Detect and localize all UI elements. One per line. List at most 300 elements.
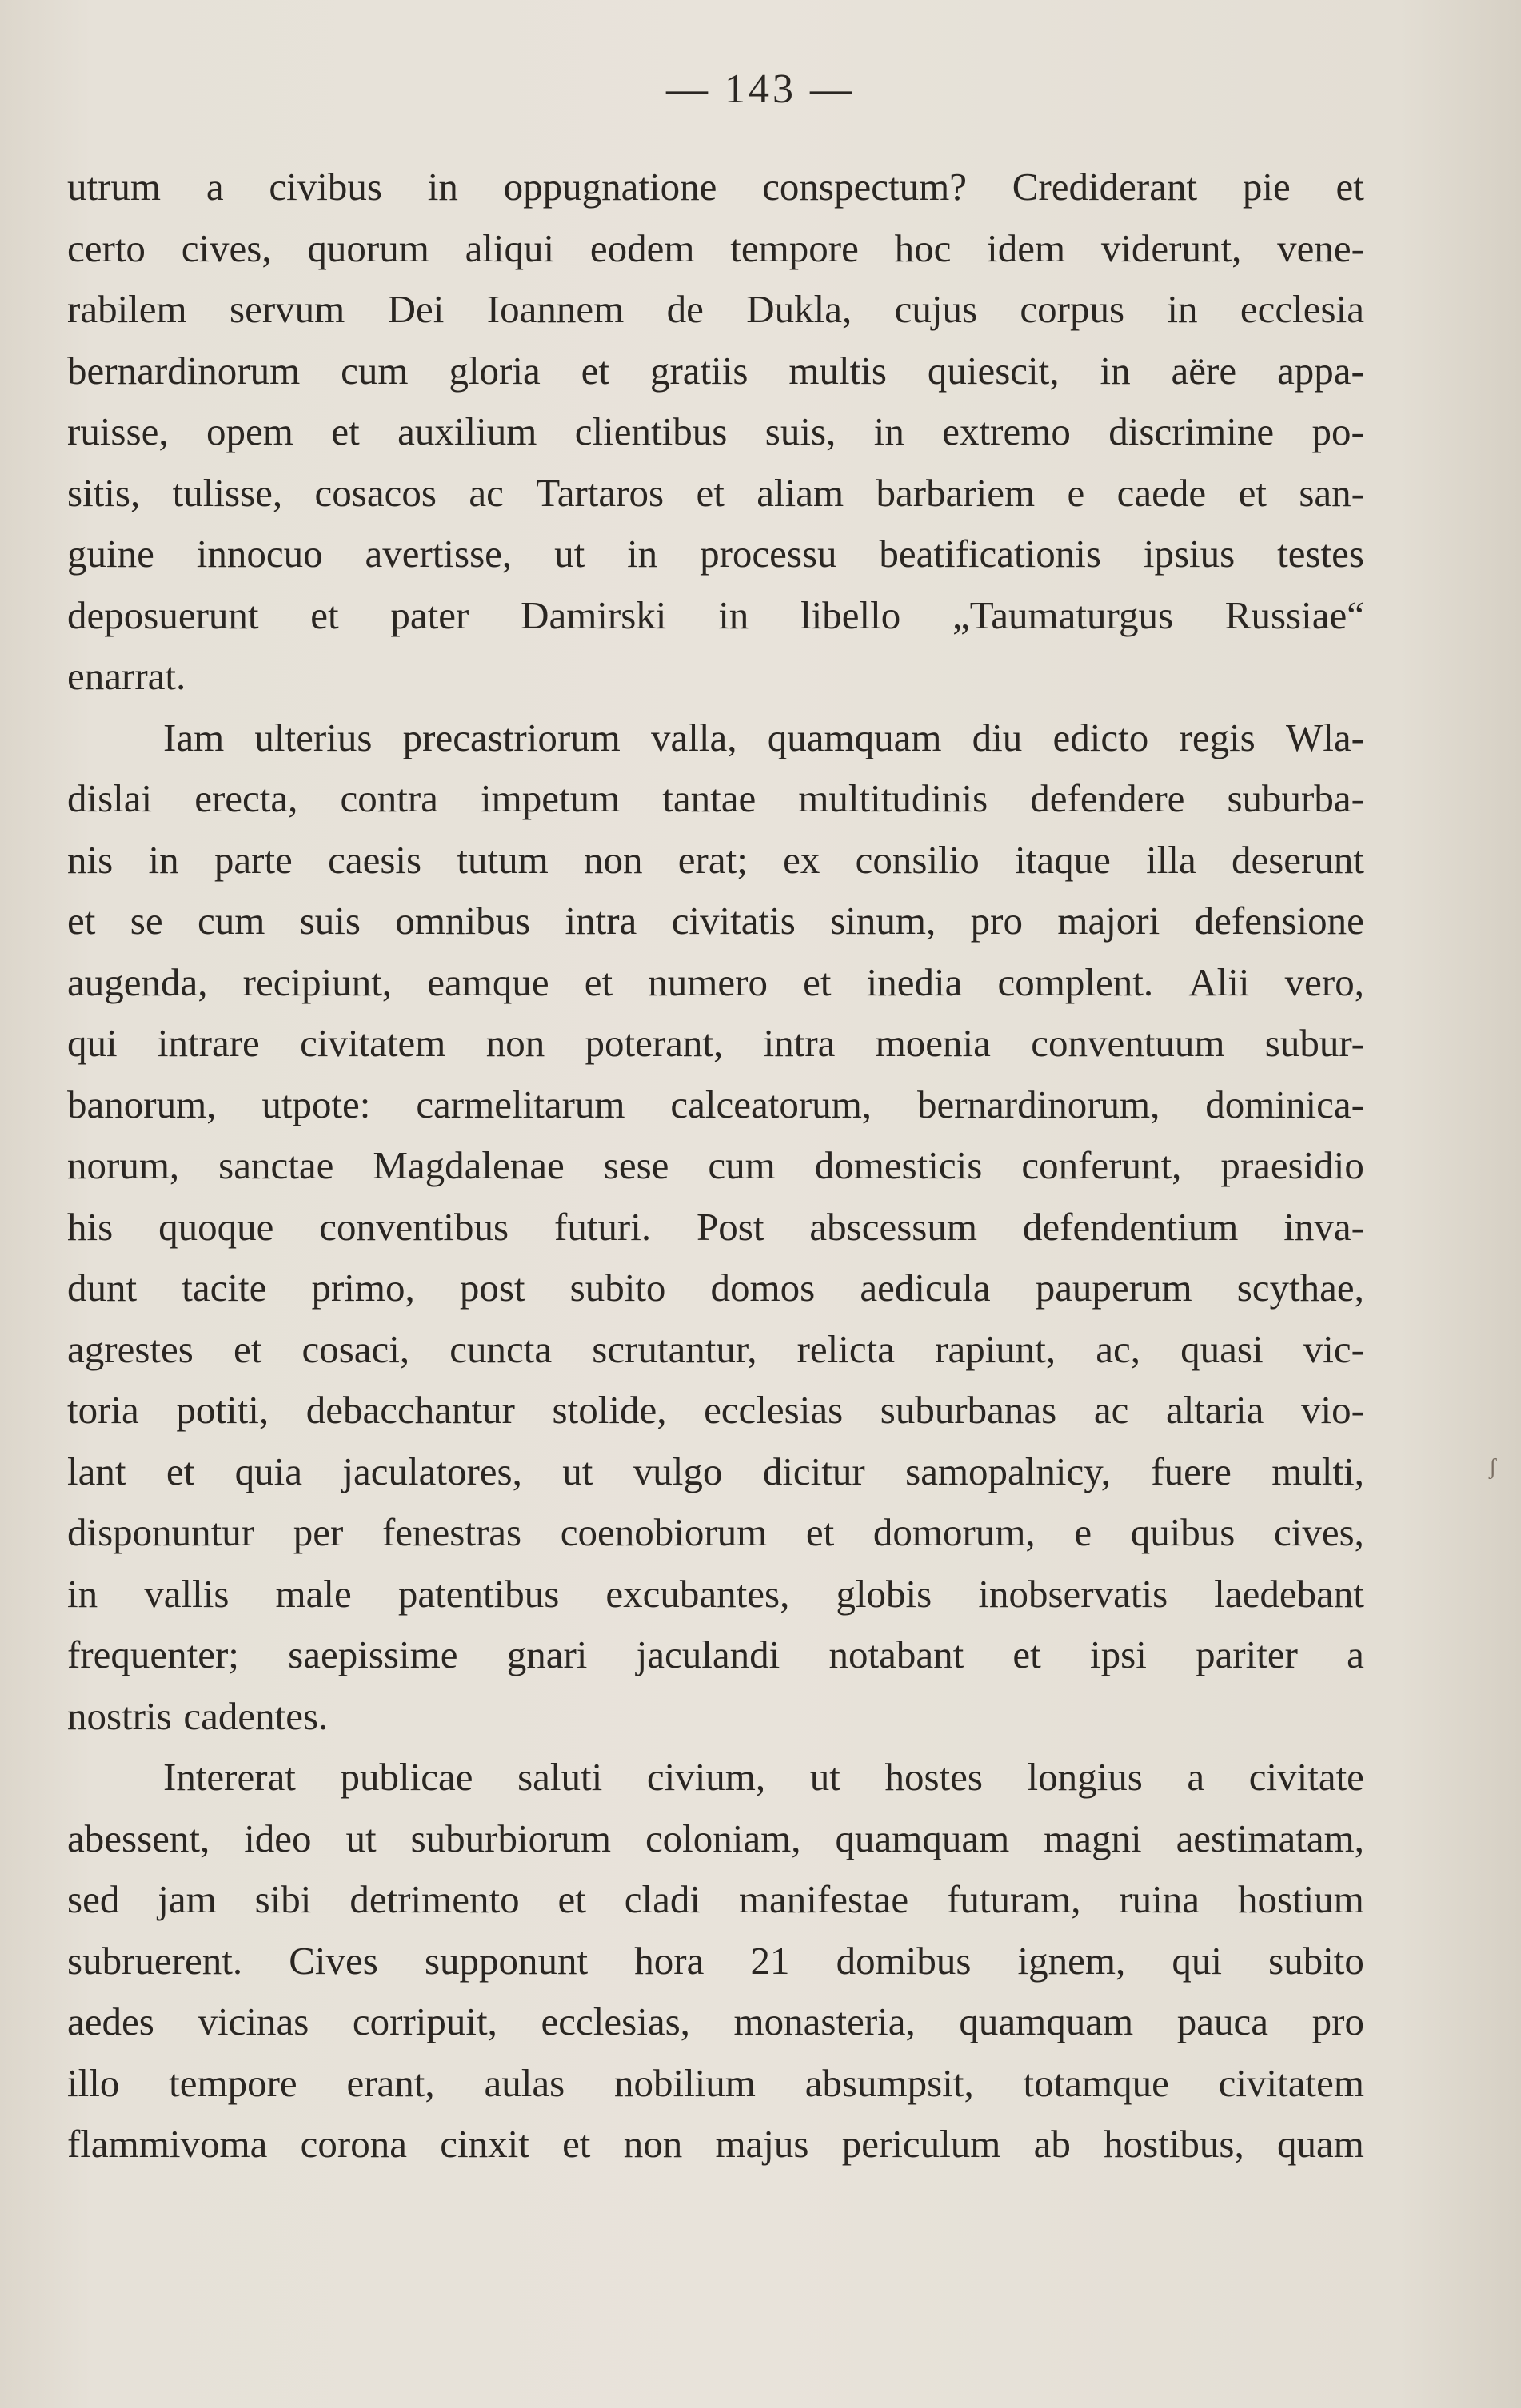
word: cives, [1274,1510,1364,1554]
word: frequenter; [67,1633,239,1676]
word: dislai [67,776,153,820]
word: aedicula [860,1266,991,1310]
word: opem [206,409,293,453]
word: in [718,592,749,637]
word: Iam [163,715,225,759]
word: in [1167,287,1198,331]
word: patentibus [397,1571,560,1616]
word: aliam [757,470,844,515]
word: tacite [182,1266,267,1310]
word: deposuerunt [67,592,259,637]
text-line [67,1197,1364,1258]
word: futuram, [947,1877,1081,1921]
word: se [130,899,163,943]
word: et [805,1510,835,1554]
word: Dukla, [746,287,852,331]
word: numero [648,959,768,1004]
word: intra [763,1021,836,1065]
word: ut [809,1755,840,1799]
word: vero, [1284,959,1364,1004]
word: cladi [624,1877,701,1921]
word: inobservatis [978,1571,1168,1616]
word: subito [1268,1938,1364,1983]
word: totamque [1023,2060,1169,2105]
word: in [148,837,179,882]
text-line [67,830,1364,891]
word: Wla- [1285,715,1364,759]
word: excubantes, [605,1571,790,1616]
word: quorum [307,225,429,270]
word: saluti [517,1755,603,1799]
word: quoque [158,1204,274,1249]
word: Dei [387,287,445,331]
text-line [67,952,1364,1014]
word: idem [987,225,1066,270]
word: a [1187,1755,1205,1799]
word: publicae [340,1755,473,1799]
word: multis [788,348,887,393]
word: ac [1093,1388,1129,1432]
word: corripuit, [352,1999,497,2043]
word: disponuntur [67,1510,255,1554]
text-line [67,1625,1364,1686]
word: Alii [1188,959,1250,1004]
word: domorum, [872,1510,1036,1554]
word: pro [1311,1999,1364,2043]
word: absumpsit, [804,2060,974,2105]
text-line [67,1808,1364,1870]
word: cosaci, [301,1326,410,1371]
word: vallis [144,1571,230,1616]
word: coenobiorum [560,1510,768,1554]
word: abessent, [67,1816,210,1860]
text-line [67,1686,1364,1748]
word: et [67,899,96,943]
text-line [67,1258,1364,1319]
word: ipsi [1090,1633,1147,1676]
word: scythae, [1236,1266,1364,1310]
word: quamquam [767,715,942,759]
text-line [67,341,1364,402]
word: quamquam [959,1999,1134,2043]
word: intrare [157,1021,260,1065]
word: vio- [1300,1388,1364,1432]
word: majus [715,2122,809,2166]
word: male [275,1571,352,1616]
word: illo [67,2060,120,2105]
word: hora [634,1938,705,1983]
word: sese [603,1143,669,1187]
text-line [67,157,1364,218]
word: laedebant [1214,1571,1364,1616]
text-line [67,524,1364,585]
word: non [623,2122,683,2166]
word: pater [390,592,469,637]
word: pauperum [1035,1266,1192,1310]
word: jam [158,1877,217,1921]
word: vic- [1303,1326,1364,1371]
word: conventibus [319,1204,509,1249]
word: innocuo [196,532,323,576]
word: sibi [254,1877,312,1921]
text-line [67,891,1364,952]
word: tantae [662,776,757,820]
word: precastriorum [402,715,621,759]
word: omnibus [395,899,531,943]
word: ut [345,1816,377,1860]
word: corpus [1020,287,1125,331]
word: cum [197,899,265,943]
word: pariter [1196,1633,1298,1676]
word: ipsius [1143,532,1236,576]
word: utrum [67,165,162,209]
word: quam [1277,2122,1364,2166]
word: clientibus [574,409,728,453]
word: et [1012,1633,1041,1676]
word: altaria [1165,1388,1264,1432]
word: „Taumaturgus [952,592,1174,637]
word: ecclesias [704,1388,844,1432]
word: processu [700,532,837,576]
word: ac, [1096,1326,1141,1371]
word: subur- [1264,1021,1364,1065]
word: agrestes [67,1326,194,1371]
word: globis [836,1571,932,1616]
word: in [1100,348,1131,393]
word: ecclesia [1240,287,1364,331]
word: ab [1033,2122,1071,2166]
word: poterant, [585,1021,724,1065]
word: po- [1311,409,1364,453]
word: et [1335,165,1364,209]
word: sed [67,1877,120,1921]
word: hostibus, [1104,2122,1244,2166]
word: longius [1027,1755,1143,1799]
word: multi, [1271,1449,1364,1493]
word: e [1074,1510,1092,1554]
word: illa [1146,837,1196,882]
word: inva- [1283,1204,1364,1249]
word: conventuum [1031,1021,1225,1065]
word: relicta [796,1326,895,1371]
word: ulterius [254,715,373,759]
word: ideo [244,1816,312,1860]
word: conspectum? [762,165,967,209]
word: utpote: [261,1082,371,1126]
text-line [67,1013,1364,1074]
word: in [627,532,658,576]
word: erant, [346,2060,435,2105]
word: vene- [1277,225,1364,270]
word: in [67,1571,98,1616]
word: barbariem [876,470,1036,515]
word: testes [1277,532,1364,576]
word: san- [1299,470,1364,515]
word: eamque [427,959,549,1004]
word: suis, [764,409,836,453]
text-line [67,1991,1364,2053]
text-line [67,708,1364,769]
word: suburbanas [880,1388,1057,1432]
word: pauca [1176,1999,1269,2043]
word: et [310,592,339,637]
word: inedia [866,959,963,1004]
word: suburbiorum [410,1816,611,1860]
word: his [67,1204,114,1249]
word: defendentium [1022,1204,1239,1249]
word: futuri. [554,1204,652,1249]
word: ac [469,470,504,515]
word: subito [569,1266,666,1310]
word: civitatis [671,899,796,943]
word: civitatem [300,1021,446,1065]
word: quasi [1180,1326,1264,1371]
word: et [166,1449,195,1493]
text-line [67,2114,1364,2175]
word: tutum [457,837,549,882]
word: toria [67,1388,139,1432]
word: domos [710,1266,816,1310]
word: consilio [855,837,980,882]
word: parte [214,837,293,882]
word: hostes [884,1755,983,1799]
word: periculum [841,2122,1001,2166]
word: domesticis [814,1143,983,1187]
word: e [1067,470,1085,515]
word: intra [565,899,637,943]
word: multitudinis [798,776,988,820]
word: Magdalenae [373,1143,565,1187]
word: recipiunt, [242,959,393,1004]
word: tempore [730,225,859,270]
word: rabilem [67,287,187,331]
word: et [584,959,613,1004]
word: servum [230,287,345,331]
word: Ioannem [486,287,625,331]
word: ruina [1119,1877,1200,1921]
word: et [562,2122,591,2166]
word: cuncta [449,1326,553,1371]
word: valla, [650,715,737,759]
word: domibus [836,1938,972,1983]
word: potiti, [176,1388,269,1432]
word: Crediderant [1012,165,1198,209]
word: diu [972,715,1023,759]
word: notabant [828,1633,964,1676]
word: regis [1179,715,1256,759]
word: gratiis [649,348,749,393]
word: impetum [480,776,621,820]
word: gloria [449,348,541,393]
word: banorum, [67,1082,217,1126]
word: suis [299,899,361,943]
word: moenia [875,1021,991,1065]
word: complent. [997,959,1154,1004]
word: Damirski [521,592,667,637]
word: caede [1116,470,1207,515]
word: aestimatam, [1176,1816,1364,1860]
word: abscessum [809,1204,977,1249]
word: ruisse, [67,409,169,453]
word: majori [1057,899,1160,943]
word: non [485,1021,545,1065]
word: Russiae“ [1224,592,1364,637]
word: ignem, [1017,1938,1126,1983]
word: civibus [269,165,382,209]
text-line [67,646,1364,708]
word: jaculandi [636,1633,780,1676]
word: erat; [677,837,748,882]
word: auxilium [397,409,537,453]
word: eodem [589,225,695,270]
word: 21 [750,1938,790,1983]
word: coloniam, [645,1816,801,1860]
word: hostium [1237,1877,1364,1921]
word: libello [800,592,901,637]
text-line [67,1441,1364,1503]
word: certo [67,225,146,270]
word: monasteria, [733,1999,916,2043]
word: civitate [1248,1755,1364,1799]
word: et [696,470,725,515]
word: discrimine [1108,409,1275,453]
word: cum [341,348,409,393]
text-line [67,279,1364,341]
word: augenda, [67,959,208,1004]
word: qui [1172,1938,1222,1983]
word: samopalnicy, [905,1449,1111,1493]
word: et [233,1326,262,1371]
word: vulgo [633,1449,723,1493]
word: dicitur [762,1449,865,1493]
word: flammivoma [67,2122,268,2166]
word: sitis, [67,470,141,515]
word: defensione [1194,899,1364,943]
word: Post [697,1204,764,1249]
word: Tartaros [536,470,665,515]
word: extremo [942,409,1071,453]
word: quibus [1130,1510,1236,1554]
text-line [67,1869,1364,1931]
word: itaque [1015,837,1111,882]
word: conferunt, [1021,1143,1182,1187]
word: caesis [328,837,422,882]
word: primo, [311,1266,415,1310]
word: ex [783,837,820,882]
word: carmelitarum [416,1082,625,1126]
margin-mark: ʃ [1489,1455,1497,1480]
word: non [584,837,643,882]
word: fuere [1151,1449,1232,1493]
word: defendere [1030,776,1185,820]
word: et [581,348,610,393]
word: a [1347,1633,1364,1676]
word: quiescit, [927,348,1060,393]
word: guine [67,532,154,576]
word: ut [554,532,585,576]
word: subruerent. [67,1938,243,1983]
word: saepissime [288,1633,458,1676]
word: tempore [169,2060,297,2105]
word: in [427,165,458,209]
word: post [459,1266,525,1310]
text-line [67,401,1364,463]
word: de [666,287,704,331]
word: aëre [1171,348,1237,393]
word: detrimento [349,1877,520,1921]
word: gnari [506,1633,588,1676]
word: avertisse, [365,532,513,576]
word: tulisse, [172,470,283,515]
text-line [67,1502,1364,1564]
text-line [67,1564,1364,1625]
word: quia [234,1449,303,1493]
word: magni [1044,1816,1142,1860]
word: et [557,1877,586,1921]
word: Cives [289,1938,378,1983]
word: in [873,409,904,453]
word: dominica- [1205,1082,1364,1126]
word: oppugnatione [503,165,717,209]
word: nobilium [613,2060,756,2105]
word: quamquam [835,1816,1010,1860]
word: norum, [67,1143,180,1187]
text-line [67,463,1364,524]
text-line [67,2053,1364,2115]
word: et [331,409,360,453]
word: per [293,1510,344,1554]
word: lant [67,1449,126,1493]
word: civium, [646,1755,766,1799]
text-line [67,1931,1364,1992]
word: manifestae [738,1877,909,1921]
word: sinum, [830,899,936,943]
word: beatificationis [879,532,1101,576]
word: rapiunt, [935,1326,1056,1371]
text-line [67,1747,1364,1808]
text-line [67,1319,1364,1381]
word: civitatem [1218,2060,1364,2105]
word: et [803,959,832,1004]
word: cum [708,1143,776,1187]
word: bernardinorum [67,348,301,393]
text-line [67,585,1364,647]
word: dunt [67,1266,138,1310]
word: supponunt [424,1938,589,1983]
word: cujus [894,287,978,331]
word: fenestras [381,1510,522,1554]
word: edicto [1052,715,1149,759]
text-line [67,768,1364,830]
word: cosacos [314,470,437,515]
word: pro [970,899,1023,943]
word: suburba- [1227,776,1364,820]
word: hoc [894,225,952,270]
word: contra [340,776,438,820]
word: vicinas [198,1999,309,2043]
body-text [67,157,1364,2175]
word: stolide, [552,1388,667,1432]
word: cives, [181,225,272,270]
text-line [67,1074,1364,1136]
word: aliqui [465,225,555,270]
word: scrutantur, [592,1326,757,1371]
word: et [1238,470,1267,515]
word: sanctae [218,1143,334,1187]
text-line [67,1380,1364,1441]
word: pie [1242,165,1291,209]
word: nostris [67,1693,172,1738]
